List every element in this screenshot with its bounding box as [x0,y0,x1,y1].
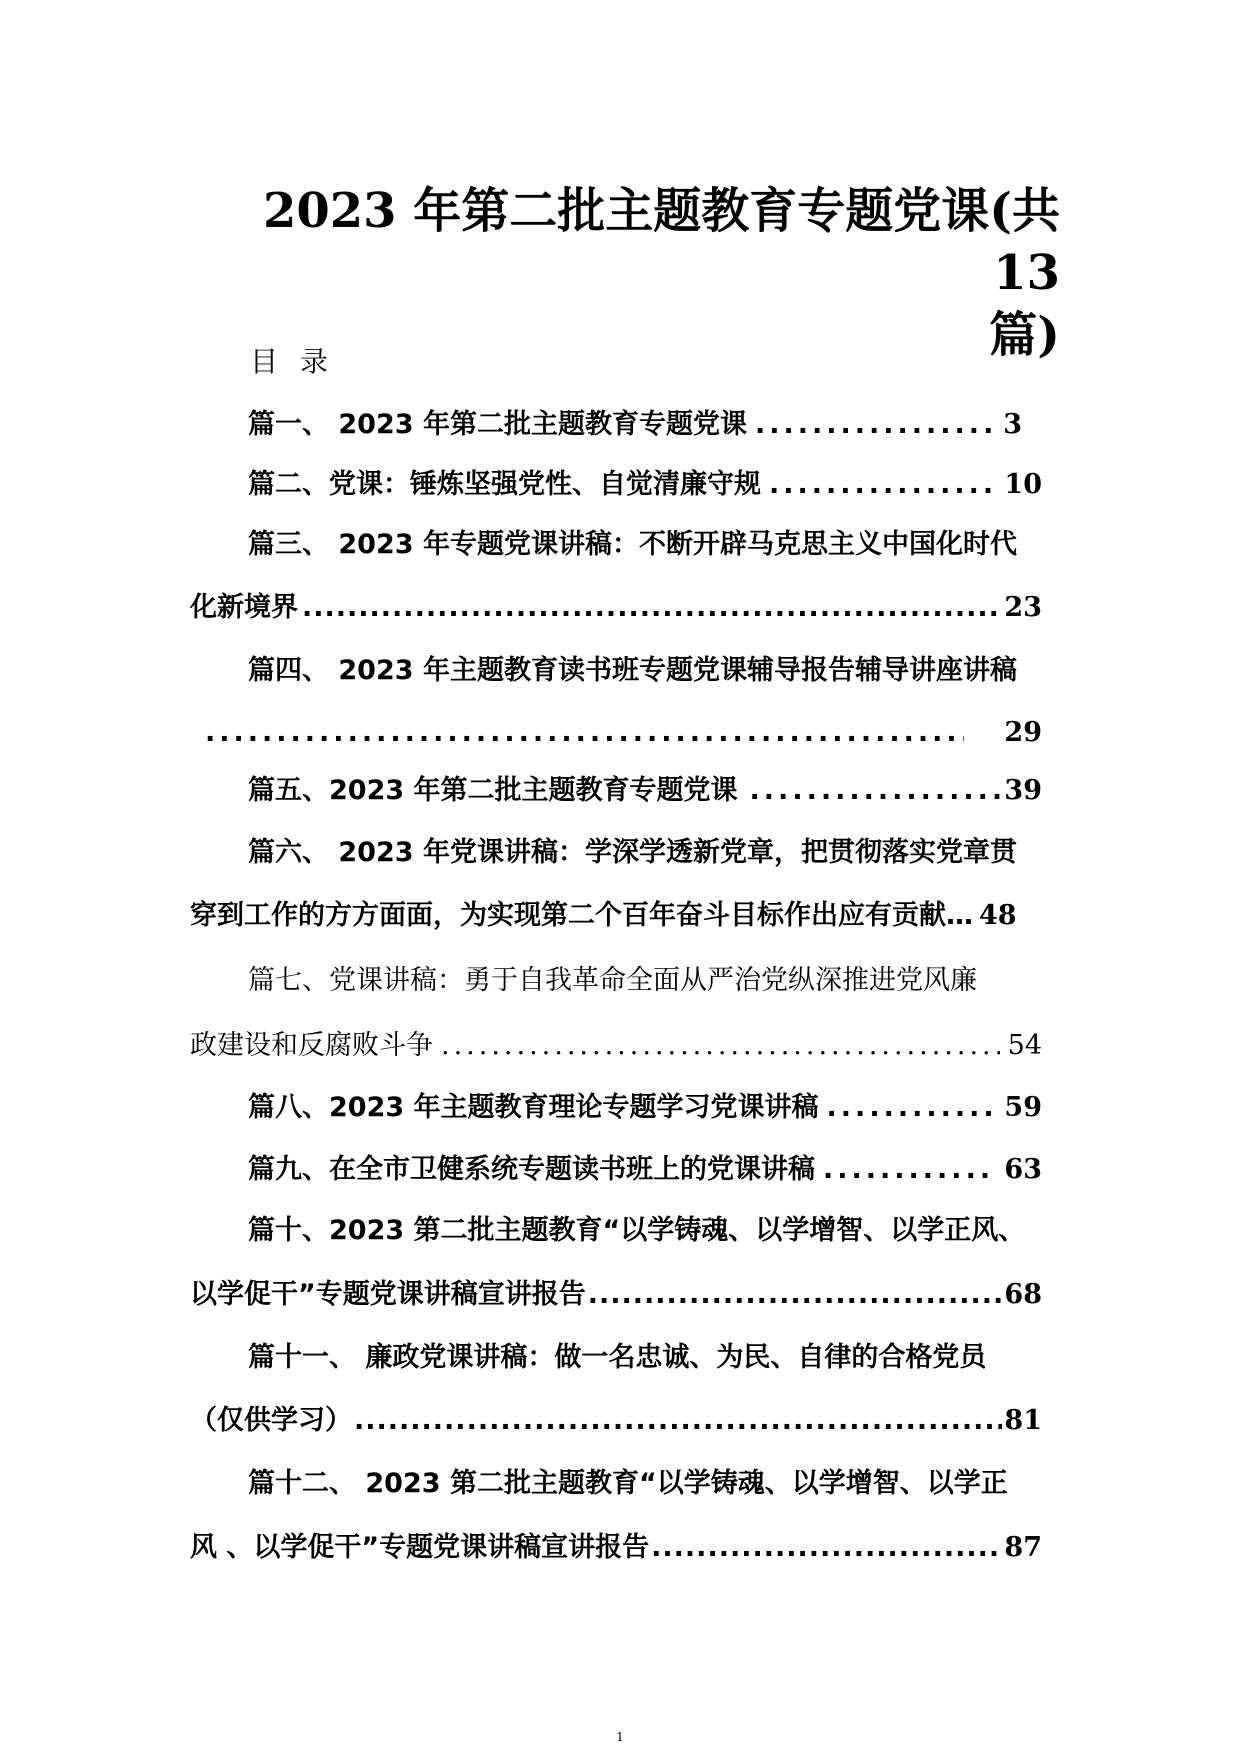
toc-entry-8[interactable] [248,1085,1042,1124]
toc-entry-1-page: 3 [1003,409,1022,440]
toc-entry-7-text2: 政建设和反腐败斗争 [190,1030,433,1061]
toc-entry-5-page: 39 [1004,775,1042,806]
toc-entry-6-line1[interactable] [248,830,1042,869]
toc-leader-dots [769,469,996,500]
toc-leader-dots [302,592,1000,623]
toc-entry-10-text2: 以学促干”专题党课讲稿宣讲报告 [190,1279,586,1310]
toc-entry-9-page: 63 [1004,1154,1042,1185]
toc-entry-11-page: 81 [1004,1405,1042,1436]
toc-leader-dots [441,1030,1000,1061]
toc-entry-2-page: 10 [1004,469,1042,500]
toc-entry-2[interactable] [248,462,1042,501]
document-title-line2: 篇) [989,307,1060,363]
toc-entry-10-line2[interactable] [190,1272,1042,1311]
toc-entry-9-text: 篇九、在全市卫健系统专题读书班上的党课讲稿 [248,1154,815,1185]
toc-entry-9[interactable] [248,1147,1042,1186]
toc-entry-6-text1: 篇六、 2023 年党课讲稿：学深学透新党章，把贯彻落实党章贯 [248,837,1017,868]
toc-entry-3-line1[interactable] [248,522,1042,561]
toc-entry-7-line2[interactable] [190,1023,1042,1062]
toc-entry-10-page: 68 [1004,1279,1042,1310]
toc-entry-11-line2[interactable] [190,1398,1042,1437]
toc-heading: 目录 [250,345,351,378]
toc-entry-12-text1: 篇十二、 2023 第二批主题教育“以学铸魂、以学增智、以学正 [248,1468,1008,1499]
toc-entry-5[interactable] [248,768,1042,807]
toc-entry-5-text: 篇五、2023 年第二批主题教育专题党课 [248,775,738,806]
toc-leader-dots [755,409,995,440]
toc-leader-dots [588,1279,1003,1310]
toc-entry-11-text2: （仅供学习） [190,1405,352,1436]
toc-entry-6-page: 48 [979,900,1017,931]
toc-entry-10-line1[interactable] [248,1208,1042,1247]
toc-entry-8-text: 篇八、2023 年主题教育理论专题学习党课讲稿 [248,1092,819,1123]
toc-entry-4-line1[interactable] [248,648,1042,687]
toc-entry-7-page: 54 [1007,1030,1042,1061]
toc-entry-11-text1: 篇十一、 廉政党课讲稿：做一名忠诚、为民、自律的合格党员 [248,1342,987,1373]
toc-entry-12-line2[interactable] [190,1525,1042,1564]
document-title-line1: 2023 年第二批主题教育专题党课(共 13 [262,183,1060,301]
toc-entry-3-text1: 篇三、 2023 年专题党课讲稿：不断开辟马克思主义中国化时代 [248,529,1017,560]
toc-leader-dots [205,717,964,748]
toc-entry-7-text1: 篇七、党课讲稿：勇于自我革命全面从严治党纵深推进党风廉 [248,965,977,996]
toc-entry-10-text1: 篇十、2023 第二批主题教育“以学铸魂、以学增智、以学正风、 [248,1215,1026,1246]
toc-entry-8-page: 59 [1004,1092,1042,1123]
toc-entry-7-line1[interactable] [248,958,1042,997]
toc-entry-11-line1[interactable] [248,1335,1042,1374]
toc-leader-dots [354,1405,1002,1436]
toc-entry-6-line2[interactable] [190,893,1042,932]
toc-entry-3-text2: 化新境界 [190,592,298,623]
toc-entry-1-text: 篇一、 2023 年第二批主题教育专题党课 [248,409,747,440]
toc-entry-6-text2: 穿到工作的方方面面，为实现第二个百年奋斗目标作出应有贡献… [190,900,973,931]
toc-entry-3-line2[interactable] [190,585,1042,624]
page-number: 1 [616,1730,624,1744]
toc-leader-dots [827,1092,997,1123]
toc-entry-12-line1[interactable] [248,1461,1042,1500]
toc-entry-12-text2: 风 、以学促干”专题党课讲稿宣讲报告 [190,1532,650,1563]
toc-entry-4-text1: 篇四、 2023 年主题教育读书班专题党课辅导报告辅导讲座讲稿 [248,655,1017,686]
toc-entry-4-page: 29 [1004,717,1042,748]
toc-entry-12-page: 87 [1004,1532,1042,1563]
toc-entry-2-text: 篇二、党课：锤炼坚强党性、自觉清廉守规 [248,469,761,500]
toc-leader-dots [823,1154,996,1185]
toc-leader-dots [651,1532,1002,1563]
toc-entry-4-line2[interactable] [205,717,1042,748]
toc-entry-1[interactable] [248,402,1022,441]
toc-entry-3-page: 23 [1004,592,1042,623]
toc-leader-dots [750,775,1003,806]
document-title [240,180,1060,366]
